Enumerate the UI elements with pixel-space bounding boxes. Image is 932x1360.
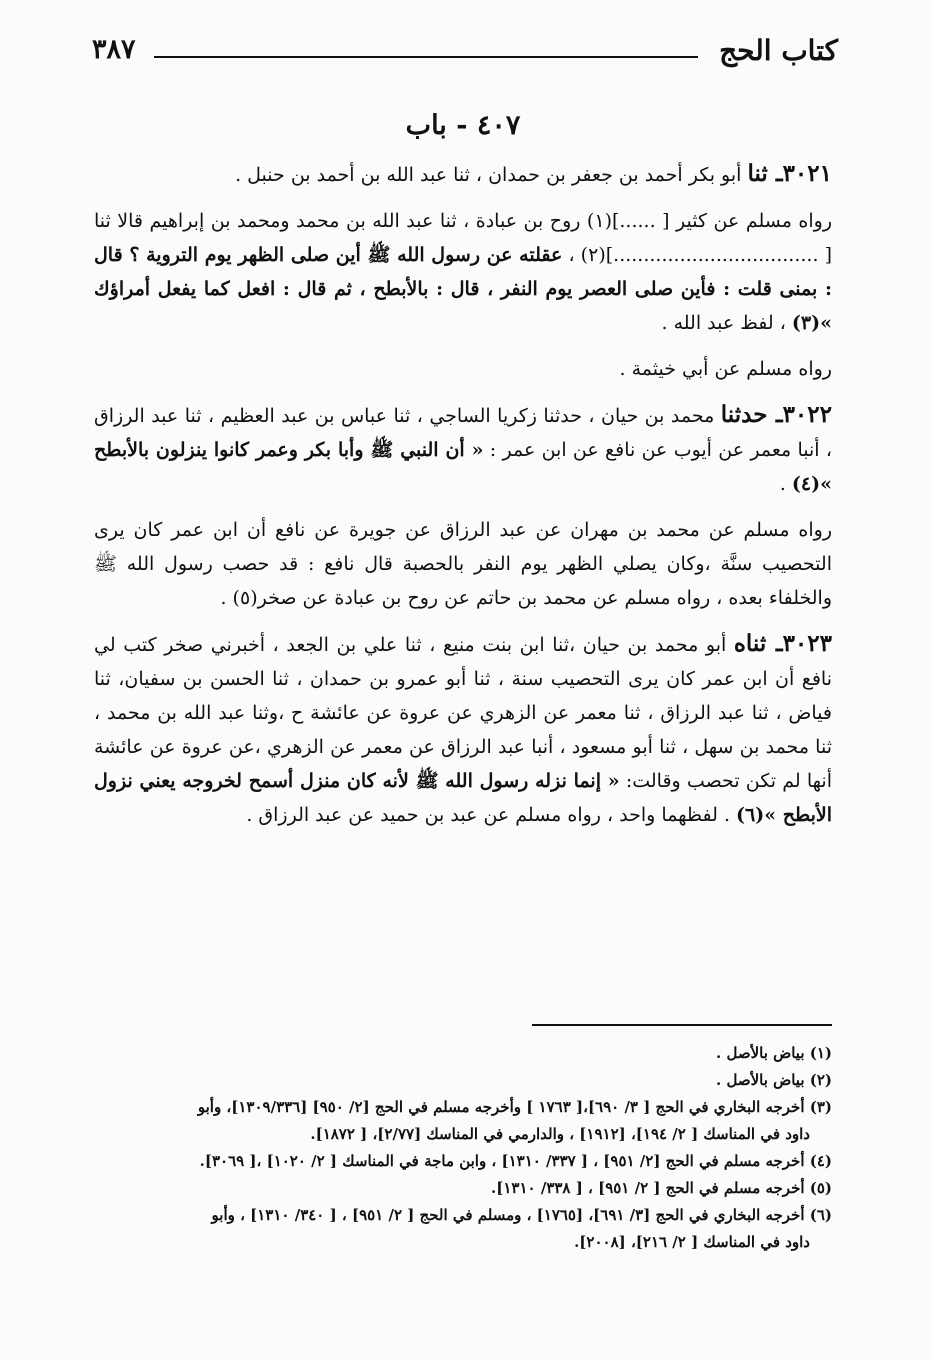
isnad-text: أبو محمد بن حيان ،ثنا ابن بنت منيع ، ثنا علي بن الجعد ، أخبرني صخر كتب لي نافع أن ابن عمر كان يرى التحصيب سنة ، ثنا أبو عمرو بن حمدان ، ثنا الحسن بن سفيان، ثنا فياض ، ثنا عبد الرزاق ، ثنا معمر عن الزهري عن عروة عن عائشة ح ،وثنا عبد الله بن محمد ، ثنا محمد بن سهل ، ثنا أبو مسعود ، أنبا عبد الرزاق عن معمر عن الزهري ،عن عروة عن عائشة أنها لم تكن تحصب وقالت:: [94, 634, 832, 792]
isnad-text: محمد بن حيان ، حدثنا زكريا الساجي ، ثنا عباس بن عبد العظيم ، ثنا عبد الرزاق ، أنبا معمر عن أيوب عن نافع عن ابن عمر :: [94, 405, 833, 461]
matn-text: « أن النبي ﷺ وأبا بكر وعمر كانوا ينزلون بالأبطح »(٤): [94, 439, 832, 495]
book-title: كتاب الحج: [719, 34, 838, 67]
footnotes: [94, 1040, 832, 1256]
hadith-number: ٣٠٢٢ـ حدثنا: [720, 401, 832, 428]
hadith-number: ٣٠٢١ـ ثنا: [747, 160, 832, 187]
running-header: [92, 30, 838, 70]
footnote-4: (٤) أخرجه مسلم في الحج [٢/ ٩٥١] ، [ ٣٣٧/ ١٣١٠] ، وابن ماجة في المناسك [ ٢/ ١٠٢٠] ،[ ٣٠٦٩].: [199, 1152, 832, 1170]
footnote-6-continued: داود في المناسك [ ٢/ ٢١٦]، [٢٠٠٨].: [574, 1233, 810, 1251]
hadith-3022: [94, 398, 832, 501]
footnote-2: (٢) بياض بالأصل .: [716, 1071, 832, 1089]
hadith-number: ٣٠٢٣ـ ثناه: [733, 630, 832, 657]
source-note: . لفظهما واحد ، رواه مسلم عن عبد بن حميد عن عبد الرزاق .: [246, 804, 730, 826]
matn-text: عقلته عن رسول الله ﷺ أين صلى الظهر يوم التروية ؟ قال : بمنى قلت : فأين صلى العصر يوم النفر ، قال : بالأبطح ، ثم قال : افعل كما يفعل أمراؤك »(٣): [94, 244, 832, 334]
footnote-separator: [532, 1024, 832, 1026]
page-number: ٣٨٧: [92, 34, 136, 65]
main-text: [94, 110, 832, 844]
footnote-5: (٥) أخرجه مسلم في الحج [ ٢/ ٩٥١] ، [ ٣٣٨/ ١٣١٠].: [491, 1179, 832, 1197]
hadith-3021: [94, 157, 832, 192]
matn-text: « إنما نزله رسول الله ﷺ لأنه كان منزل أسمح لخروجه يعني نزول الأبطح »(٦): [94, 770, 832, 826]
footnote-6: (٦) أخرجه البخاري في الحج [٣/ ٦٩١]، [١٧٦٥] ، ومسلم في الحج [ ٢/ ٩٥١] ، [ ٣٤٠/ ١٣١٠] ، وأبو: [211, 1206, 832, 1224]
hadith-3023: [94, 627, 832, 832]
header-rule: [154, 56, 698, 58]
isnad-text: رواه مسلم عن كثير [ ......](١) روح بن عبادة ، ثنا عبد الله بن محمد ومحمد بن إبراهيم قالا ثنا [ ..................................](٢) ،: [94, 210, 833, 266]
isnad-text: أبو بكر أحمد بن جعفر بن حمدان ، ثنا عبد الله بن أحمد بن حنبل .: [235, 164, 742, 186]
note-text: ، لفظ عبد الله .: [661, 312, 786, 334]
footnote-3-continued: داود في المناسك [ ٢/ ١٩٤]، [١٩١٢] ، والدارمي في المناسك [٢/٧٧]، [ ١٨٧٢].: [310, 1125, 810, 1143]
footnote-3: (٣) أخرجه البخاري في الحج [ ٣/ ٦٩٠]،[ ١٧٦٣ ] وأخرجه مسلم في الحج [٢/ ٩٥٠] [١٣٠٩/٣٣٦]، وأبو: [197, 1098, 832, 1116]
chapter-heading: ٤٠٧ - باب: [405, 110, 521, 141]
end-mark: .: [779, 473, 786, 495]
footnote-1: (١) بياض بالأصل .: [716, 1044, 832, 1062]
hadith-3021-narration: [94, 204, 832, 340]
source-note: رواه مسلم عن محمد بن مهران عن عبد الرزاق عن جويرة عن نافع أن ابن عمر كان يرى التحصيب سنَّة ،وكان يصلي الظهر يوم النفر بالحصبة قال نافع : قد حصب رسول الله ﷺ والخلفاء بعده ، رواه مسلم عن محمد بن حاتم عن روح بن عبادة عن صخر(٥) .: [94, 519, 832, 609]
source-note: رواه مسلم عن أبي خيثمة .: [619, 358, 832, 380]
